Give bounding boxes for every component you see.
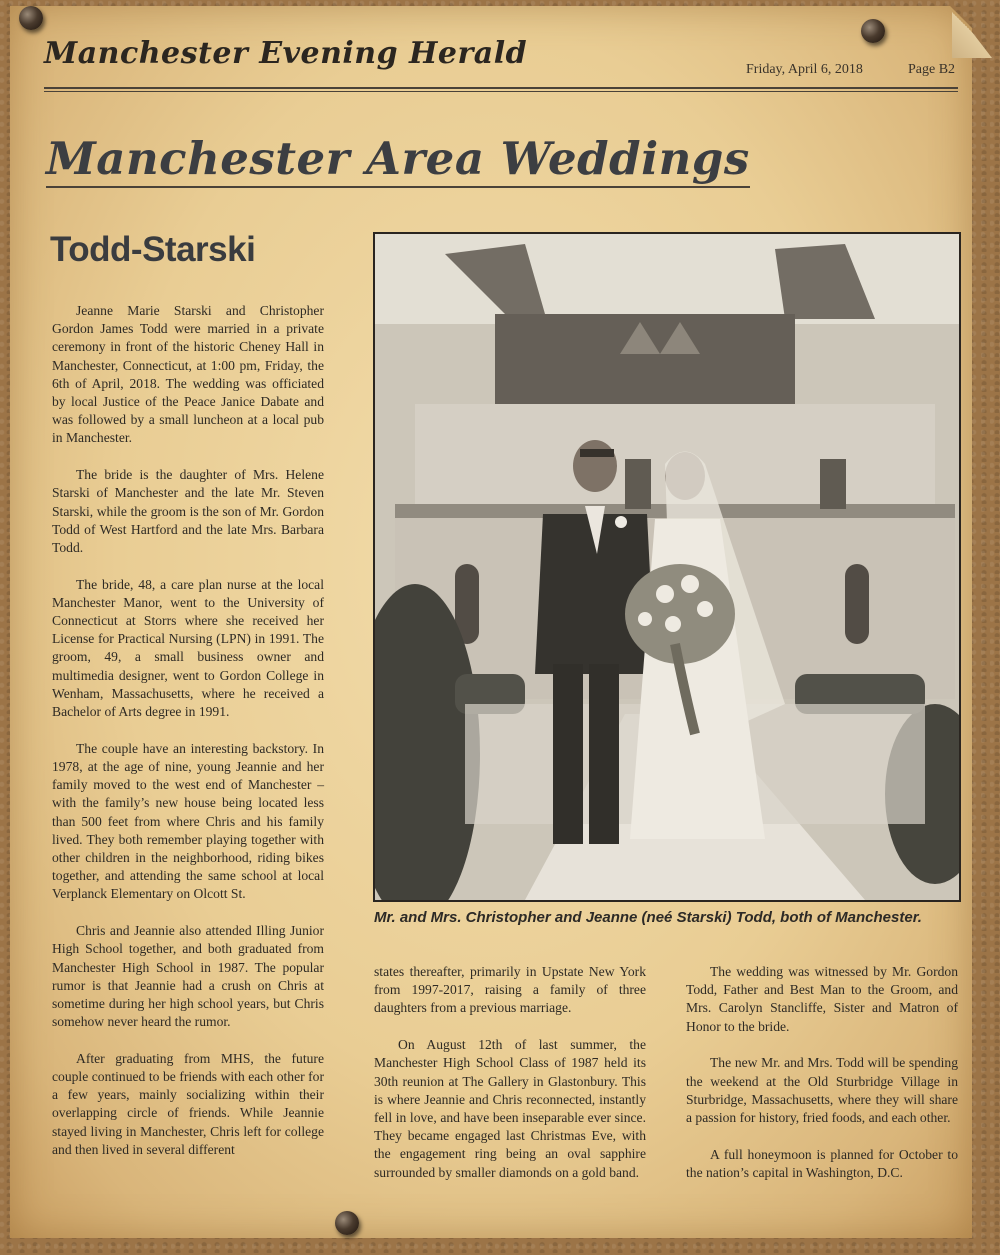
section-headline: Manchester Area Weddings <box>46 132 750 188</box>
masthead-rule <box>44 87 958 89</box>
photo-caption: Mr. and Mrs. Christopher and Jeanne (neé Starski) Todd, both of Manchester. <box>374 909 922 926</box>
paragraph: Chris and Jeannie also attended Illing Junior High School together, and both graduated from Manchester High School in 1987. The popular rumor is that Jeannie had a crush on Chris at sometime during her high school years, but Chris somehow never heard the rumor. <box>52 923 324 1030</box>
page-number: Page B2 <box>908 62 956 77</box>
article-column-3 <box>686 963 958 1201</box>
article-column-2 <box>374 963 646 1200</box>
pushpin-icon <box>335 1211 359 1235</box>
paragraph: The couple have an interesting backstory. In 1978, at the age of nine, young Jeannie and her family moved to the west end of Manchester – with the family’s new house being located less than 500 feet from where Chris and his family lived. They both remember playing together with other children in the neighborhood, riding bikes together, and attending the same school at local Verplanck Elementary on Olcott St. <box>52 740 324 902</box>
paragraph: The wedding was witnessed by Mr. Gordon Todd, Father and Best Man to the Groom, and Mrs. Carolyn Stancliffe, Sister and Matron of Honor to the bride. <box>686 964 958 1034</box>
pushpin-icon <box>19 6 43 30</box>
masthead-rule-thin <box>44 91 958 92</box>
paragraph: After graduating from MHS, the future couple continued to be friends with each other for a few years, mainly socializing within their overlapping circle of friends. While Jeannie stayed living in Manchester, Chris left for college and then lived in several different <box>52 1050 324 1157</box>
issue-date: Friday, April 6, 2018 <box>746 62 863 77</box>
masthead-title: Manchester Evening Herald <box>44 36 528 71</box>
paragraph: states thereafter, primarily in Upstate New York from 1997-2017, raising a family of three daughters from a previous marriage. <box>374 964 646 1016</box>
article-column-1 <box>52 302 324 1178</box>
paragraph: Jeanne Marie Starski and Christopher Gordon James Todd were married in a private ceremony in front of the historic Cheney Hall in Manchester, Connecticut, at 1:00 pm, Friday, the 6th of April, 2018. The wedding was officiated by local Justice of the Peace Janice Dabate and was followed by a small luncheon at a local pub in Manchester. <box>52 303 324 446</box>
paragraph: The new Mr. and Mrs. Todd will be spending the weekend at the Old Sturbridge Village in Sturbridge, Massachusetts, where they will share a passion for history, fried foods, and each other. <box>686 1055 958 1125</box>
article-title: Todd-Starski <box>50 230 256 269</box>
paragraph: A full honeymoon is planned for October to the nation’s capital in Washington, D.C. <box>686 1146 958 1180</box>
paragraph: The bride, 48, a care plan nurse at the local Manchester Manor, went to the University of Connecticut at Storrs where she received her License for Practical Nursing (LPN) in 1991. The groom, 49, a small business owner and multimedia designer, went to Gordon College in Wenham, Massachusetts, where he received a Bachelor of Arts degree in 1991. <box>52 576 324 720</box>
paragraph: The bride is the daughter of Mrs. Helene Starski of Manchester and the late Mr. Steven Starski, while the groom is the son of Mr. Gordon Todd of West Hartford and the late Mrs. Barbara Todd. <box>52 467 324 555</box>
paragraph: On August 12th of last summer, the Manchester High School Class of 1987 held its 30th reunion at The Gallery in Glastonbury. This is where Jeannie and Chris reconnected, instantly fell in love, and have been inseparable ever since. They became engaged last Christmas Eve, with the engagement ring being an oval sapphire surrounded by smaller diamonds on a gold band. <box>374 1037 646 1180</box>
wedding-photo-illustration <box>375 234 959 900</box>
pushpin-icon <box>861 19 885 43</box>
wedding-photo <box>373 232 961 902</box>
